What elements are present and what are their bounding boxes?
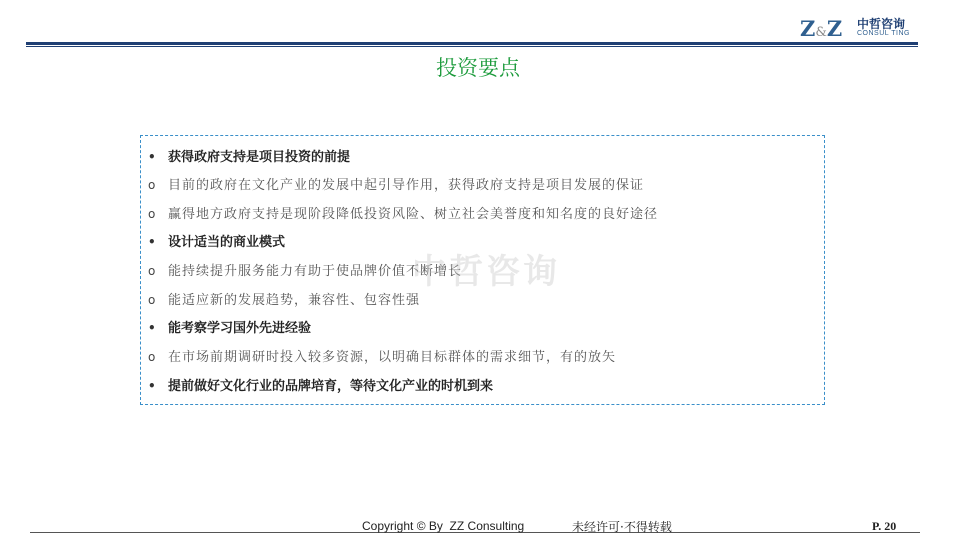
key-point-2 <box>148 231 285 253</box>
footer-notice: 未经许可·不得转载 <box>572 520 672 534</box>
bullet-marker: • <box>148 150 156 164</box>
sub-point-text: 在市场前期调研时投入较多资源，以明确目标群体的需求细节，有的放矢 <box>168 350 617 365</box>
key-point-text: 提前做好文化行业的品牌培育，等待文化产业的时机到来 <box>168 379 494 394</box>
bullet-marker: • <box>148 235 156 249</box>
key-point-4 <box>148 375 493 397</box>
sub-point-text: 赢得地方政府支持是现阶段降低投资风险、树立社会美誉度和知名度的良好途径 <box>168 207 659 222</box>
page-title: 投资要点 <box>436 56 520 80</box>
footer-copyright: Copyright © By ZZ Consulting <box>362 519 525 533</box>
sub-bullet-marker: o <box>148 178 156 192</box>
company-logo <box>800 14 920 42</box>
sub-point-2-2 <box>148 289 420 311</box>
key-point-text: 能考察学习国外先进经验 <box>168 321 312 336</box>
key-point-1 <box>148 146 350 168</box>
sub-point-3-1 <box>148 346 616 368</box>
logo-mark: Z&Z <box>800 16 843 41</box>
sub-bullet-marker: o <box>148 207 156 221</box>
sub-point-2-1 <box>148 260 462 282</box>
sub-bullet-marker: o <box>148 264 156 278</box>
key-point-text: 获得政府支持是项目投资的前提 <box>168 150 351 165</box>
bullet-marker: • <box>148 321 156 335</box>
sub-point-1-1 <box>148 174 644 196</box>
sub-point-text: 能持续提升服务能力有助于使品牌价值不断增长 <box>168 264 463 279</box>
sub-point-text: 能适应新的发展趋势，兼容性、包容性强 <box>168 293 421 308</box>
page-number: P. 20 <box>872 519 897 533</box>
sub-bullet-marker: o <box>148 350 156 364</box>
bullet-marker: • <box>148 379 156 393</box>
logo-name-cn: 中哲咨询 <box>857 17 906 31</box>
key-point-3 <box>148 317 311 339</box>
logo-name-en: CONSUL TING <box>857 30 910 37</box>
key-point-text: 设计适当的商业模式 <box>168 235 286 250</box>
header-rule-thin <box>26 46 918 47</box>
header-rule-thick <box>26 42 918 45</box>
watermark: 中哲咨询 <box>412 252 560 292</box>
sub-point-text: 目前的政府在文化产业的发展中起引导作用，获得政府支持是项目发展的保证 <box>168 178 645 193</box>
sub-point-1-2 <box>148 203 658 225</box>
sub-bullet-marker: o <box>148 293 156 307</box>
